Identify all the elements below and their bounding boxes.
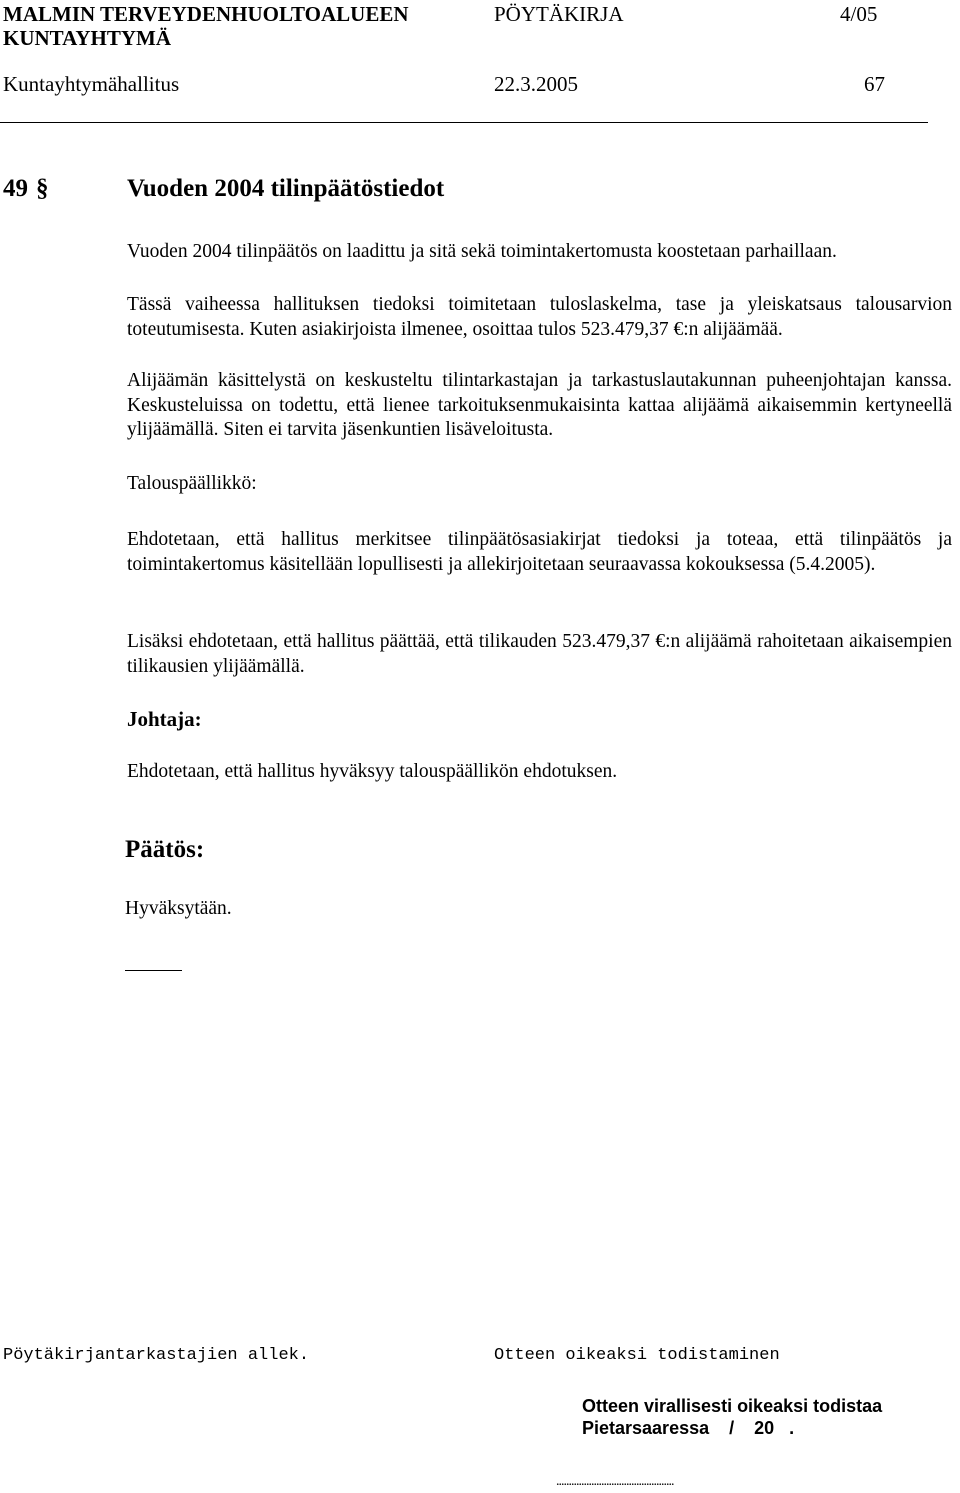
paragraph-status: Vuoden 2004 tilinpäätös on laadittu ja sitä sekä toimintakertomusta koostetaan parhaillaan.: [127, 241, 837, 262]
org-name-line1: MALMIN TERVEYDENHUOLTOALUEEN: [3, 2, 409, 26]
paragraph-proposal: Ehdotetaan, että hallitus merkitsee tilinpäätösasiakirjat tiedoksi ja toteaa, että tilinpäätös ja toimintakertomus käsitellään lopullisesti ja allekirjoitetaan seuraavassa kokouksessa (5.4.2005).: [127, 529, 952, 575]
meeting-date: 22.3.2005: [494, 72, 578, 96]
footer-reviewers: Pöytäkirjantarkastajien allek.: [3, 1346, 310, 1365]
decision-text: Hyväksytään.: [125, 898, 232, 919]
end-divider: [125, 970, 182, 971]
section-symbol: §: [36, 175, 49, 202]
page-number: 67: [864, 72, 885, 96]
paragraph-results: Tässä vaiheessa hallituksen tiedoksi toimitetaan tuloslaskelma, tase ja yleiskatsaus talousarvion toteutumisesta. Kuten asiakirjoista ilmenee, osoittaa tulos 523.479,37 €:n alijäämää.: [127, 294, 952, 340]
label-johtaja: Johtaja:: [127, 707, 202, 731]
section-number: 49: [3, 175, 28, 202]
section-title: Vuoden 2004 tilinpäätöstiedot: [127, 175, 445, 202]
footer-signature-dots: ...............................................: [556, 1474, 674, 1489]
header-divider: [0, 122, 928, 123]
footer-certified: Otteen oikeaksi todistaminen: [494, 1346, 780, 1365]
date-code: 4/05: [840, 2, 878, 26]
paragraph-deficit-handling: Alijäämän käsittelystä on keskusteltu tilintarkastajan ja tarkastuslautakunnan puheenjohtajan kanssa. Keskusteluissa on todettu, että lienee tarkoituksenmukaisinta kattaa alijäämä aikaisemmin kertyneellä ylijäämällä. Siten ei tarvita jäsenkuntien lisäveloitusta.: [127, 370, 952, 440]
paragraph-additional-proposal: Lisäksi ehdotetaan, että hallitus päättää, että tilikauden 523.479,37 €:n alijäämä rahoitetaan aikaisempien tilikausien ylijäämällä.: [127, 631, 952, 677]
label-paatos: Päätös:: [125, 836, 205, 863]
paragraph-director-proposal: Ehdotetaan, että hallitus hyväksyy talouspäällikön ehdotuksen.: [127, 761, 618, 782]
doc-type: PÖYTÄKIRJA: [494, 2, 624, 26]
footer-official-line2: Pietarsaaressa / 20 .: [582, 1418, 795, 1438]
label-talouspaallikko: Talouspäällikkö:: [127, 473, 257, 494]
footer-official-line1: Otteen virallisesti oikeaksi todistaa: [582, 1396, 883, 1416]
body-name: Kuntayhtymähallitus: [3, 72, 180, 96]
org-name-line2: KUNTAYHTYMÄ: [3, 26, 172, 50]
